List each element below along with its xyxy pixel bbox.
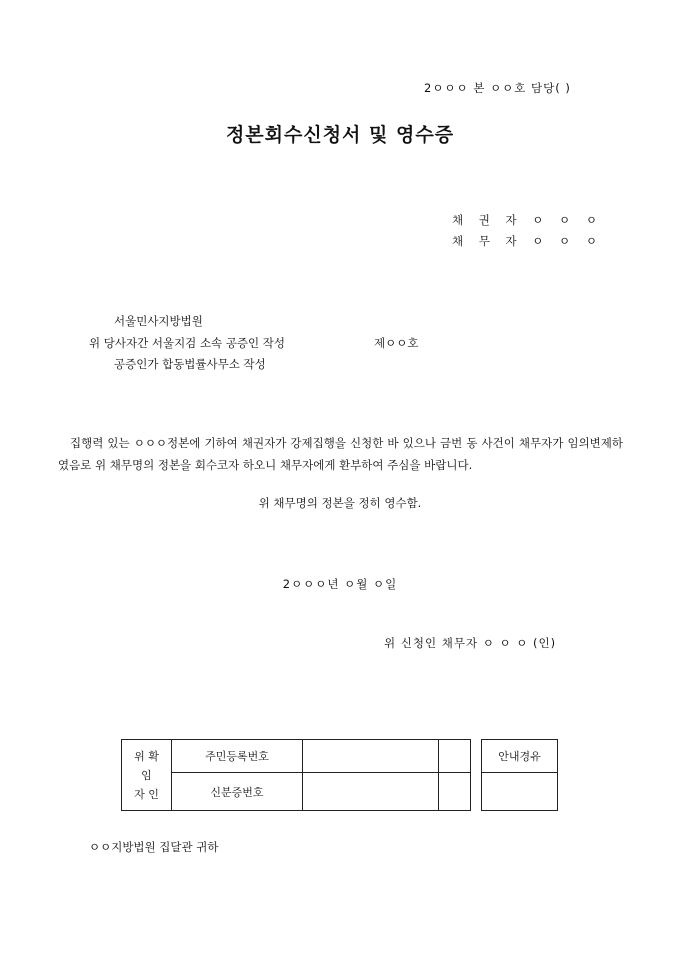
- guide-routing-table: [481, 739, 558, 811]
- applicant-signature-line: 위 신청인 채무자 ㅇ ㅇ ㅇ (인): [384, 636, 557, 650]
- resident-number-field[interactable]: [303, 740, 439, 773]
- resident-number-label: 주민등록번호: [172, 740, 303, 773]
- case-number: 제ㅇㅇ호: [374, 336, 419, 350]
- receipt-statement: 위 채무명의 정본을 정히 영수함.: [258, 496, 422, 510]
- resident-number-extra-field[interactable]: [439, 740, 471, 773]
- delegate-confirmation-table: [121, 739, 471, 811]
- side-label-2: 임: [141, 768, 152, 782]
- notary-line: 위 당사자간 서울지검 소속 공증인 작성: [89, 336, 286, 350]
- court-name: 서울민사지방법원: [114, 314, 203, 328]
- document-reference: 2ㅇㅇㅇ 본 ㅇㅇ호 담당( ): [424, 81, 571, 95]
- side-label-3: 자 인: [134, 787, 159, 801]
- guide-routing-label: 안내경유: [482, 740, 558, 773]
- debtor-line: 채 무 자 ㅇ ㅇ ㅇ: [452, 234, 603, 248]
- id-card-number-field[interactable]: [303, 773, 439, 811]
- law-office-line: 공증인가 합동법률사무소 작성: [114, 357, 266, 371]
- id-card-number-extra-field[interactable]: [439, 773, 471, 811]
- side-label-1: 위 확: [134, 749, 159, 763]
- guide-routing-field[interactable]: [482, 773, 558, 811]
- document-title: 정본회수신청서 및 영수증: [225, 124, 455, 146]
- addressee: ㅇㅇ지방법원 집달관 귀하: [89, 840, 219, 854]
- request-body: 집행력 있는 ㅇㅇㅇ정본에 기하여 채권자가 강제집행을 신청한 바 있으나 금번 동 사건이 채무자가 임의변제하였음로 위 채무명의 정본을 회수코자 하오니 채무자에게 환부하여 주심을 바랍니다.: [58, 436, 623, 472]
- delegate-confirm-label: [122, 740, 172, 811]
- document-date: 2ㅇㅇㅇ년 ㅇ월 ㅇ일: [282, 577, 398, 591]
- id-card-number-label: 신분증번호: [172, 773, 303, 811]
- creditor-line: 채 권 자 ㅇ ㅇ ㅇ: [452, 213, 603, 227]
